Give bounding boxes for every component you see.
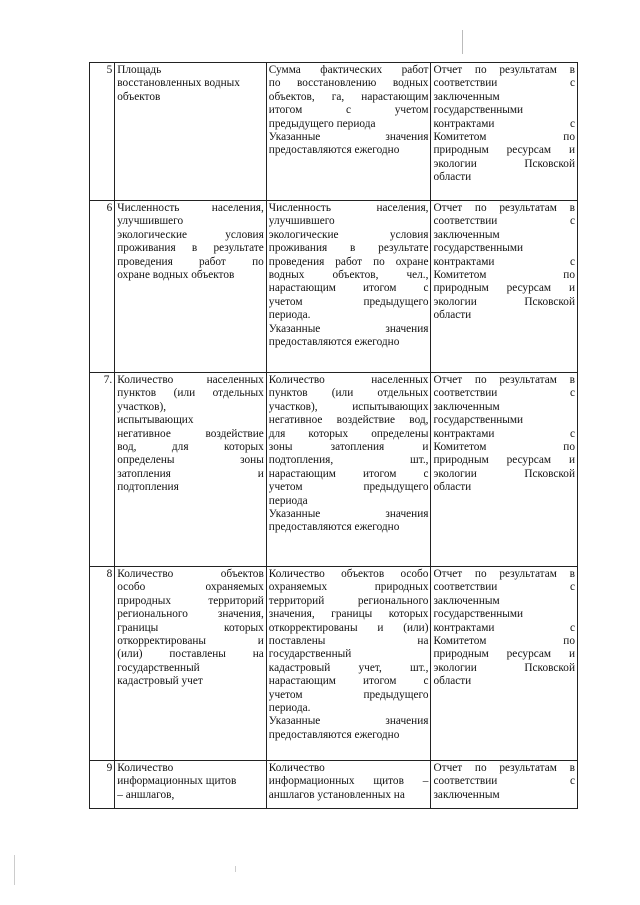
table-row xyxy=(90,567,578,761)
indicator-cell xyxy=(115,567,267,761)
cell-text-line: Количество населенных xyxy=(117,374,264,386)
scan-artifact xyxy=(235,866,236,872)
cell-text-line: Численность населения, xyxy=(268,202,429,214)
cell-text-line: особо охраняемых xyxy=(117,581,264,594)
cell-text-line: зоны затопления и xyxy=(268,441,429,454)
row-number xyxy=(90,761,115,809)
cell-text-line: государственными xyxy=(433,414,524,427)
method-cell xyxy=(266,761,431,809)
row-number-text: 5 xyxy=(106,64,113,76)
row-number xyxy=(90,201,115,373)
cell-text-line: предоставляются ежегодно xyxy=(268,521,400,534)
cell-text-line: области xyxy=(433,171,472,184)
cell-text-line: информационных щитов xyxy=(117,775,237,788)
indicator-cell xyxy=(115,201,267,373)
source-cell xyxy=(431,63,578,201)
cell-text-line: Комитетом по xyxy=(433,635,575,648)
cell-text-line: откорректированы и xyxy=(117,635,264,648)
cell-text-line: заключенным xyxy=(433,90,500,103)
cell-text-line: Количество xyxy=(117,762,174,774)
cell-text-line: контрактами с xyxy=(433,117,575,130)
cell-text-line: экологии Псковской xyxy=(433,295,575,308)
cell-text-line: государственный xyxy=(117,661,200,674)
cell-text-line: Указанные значения xyxy=(268,131,429,144)
row-number xyxy=(90,63,115,201)
cell-text-line: периода. xyxy=(268,309,311,322)
method-cell xyxy=(266,567,431,761)
cell-text-line: Численность населения, xyxy=(117,202,264,214)
cell-text-line: Отчет по результатам в xyxy=(433,202,575,214)
cell-text-line: экологические условия xyxy=(268,228,429,241)
cell-text-line: нарастающим итогом с xyxy=(268,467,429,480)
cell-text-line: нарастающим итогом с xyxy=(268,675,429,688)
cell-text-line: области xyxy=(433,309,472,322)
table-row xyxy=(90,201,578,373)
cell-text-line: заключенным xyxy=(433,594,500,607)
cell-text-line: предоставляются ежегодно xyxy=(268,728,400,741)
cell-text-line: (или) поставлены на xyxy=(117,648,264,661)
indicators-table xyxy=(89,62,578,809)
cell-text-line: экологии Псковской xyxy=(433,467,575,480)
cell-text-line: пунктов (или отдельных xyxy=(117,387,264,400)
cell-text-line: Отчет по результатам в xyxy=(433,64,575,76)
cell-text-line: контрактами с xyxy=(433,255,575,268)
source-cell xyxy=(431,201,578,373)
cell-text-line: экологические условия xyxy=(117,228,264,241)
cell-text-line: затопления и xyxy=(117,467,264,480)
cell-text-line: испытывающих xyxy=(117,414,194,427)
cell-text-line: проведения работ по xyxy=(117,255,264,268)
cell-text-line: периода xyxy=(268,494,308,507)
indicator-cell xyxy=(115,63,267,201)
row-number-text: 7. xyxy=(103,374,113,386)
cell-text-line: природным ресурсам и xyxy=(433,282,575,295)
cell-text-line: соответствии с xyxy=(433,215,575,228)
cell-text-line: Комитетом по xyxy=(433,269,575,282)
cell-text-line: заключенным xyxy=(433,400,500,413)
cell-text-line: соответствии с xyxy=(433,387,575,400)
cell-text-line: заключенным xyxy=(433,788,500,801)
cell-text-line: объектов xyxy=(117,90,161,103)
cell-text-line: Указанные значения xyxy=(268,322,429,335)
cell-text-line: области xyxy=(433,481,472,494)
cell-text-line: экологии Псковской xyxy=(433,661,575,674)
cell-text-line: пунктов (или отдельных xyxy=(268,387,429,400)
cell-text-line: негативное воздействие xyxy=(117,427,264,440)
cell-text-line: государственными xyxy=(433,242,524,255)
cell-text-line: охраняемых природных xyxy=(268,581,429,594)
cell-text-line: Комитетом по xyxy=(433,441,575,454)
cell-text-line: водных объектов, чел., xyxy=(268,269,429,282)
cell-text-line: соответствии с xyxy=(433,581,575,594)
cell-text-line: откорректированы и (или) xyxy=(268,621,429,634)
row-number-text: 8 xyxy=(106,568,113,580)
cell-text-line: области xyxy=(433,675,472,688)
cell-text-line: предыдущего периода xyxy=(268,117,376,130)
source-cell xyxy=(431,567,578,761)
cell-text-line: охране водных объектов xyxy=(117,269,235,282)
cell-text-line: Количество населенных xyxy=(268,374,429,386)
source-cell xyxy=(431,373,578,567)
cell-text-line: Комитетом по xyxy=(433,131,575,144)
cell-text-line: границы которых xyxy=(117,621,264,634)
cell-text-line: Указанные значения xyxy=(268,715,429,728)
cell-text-line: вод, для которых xyxy=(117,441,264,454)
cell-text-line: природным ресурсам и xyxy=(433,144,575,157)
cell-text-line: нарастающим итогом с xyxy=(268,282,429,295)
cell-text-line: итогом с учетом xyxy=(268,104,429,117)
cell-text-line: природным ресурсам и xyxy=(433,454,575,467)
indicator-cell xyxy=(115,761,267,809)
cell-text-line: восстановленных водных xyxy=(117,77,240,90)
cell-text-line: Сумма фактических работ xyxy=(268,64,429,76)
cell-text-line: объектов, га, нарастающим xyxy=(268,90,429,103)
cell-text-line: природных территорий xyxy=(117,594,264,607)
cell-text-line: учетом предыдущего xyxy=(268,688,429,701)
cell-text-line: проведения работ по охране xyxy=(268,255,429,268)
cell-text-line: Отчет по результатам в xyxy=(433,762,575,774)
cell-text-line: контрактами с xyxy=(433,621,575,634)
cell-text-line: экологии Псковской xyxy=(433,157,575,170)
table-row xyxy=(90,63,578,201)
method-cell xyxy=(266,201,431,373)
cell-text-line: контрактами с xyxy=(433,427,575,440)
row-number-text: 9 xyxy=(106,762,113,774)
cell-text-line: государственный xyxy=(268,648,352,661)
cell-text-line: Количество объектов xyxy=(117,568,264,580)
row-number xyxy=(90,567,115,761)
cell-text-line: территорий регионального xyxy=(268,594,429,607)
cell-text-line: соответствии с xyxy=(433,77,575,90)
cell-text-line: заключенным xyxy=(433,228,500,241)
cell-text-line: определены зоны xyxy=(117,454,264,467)
cell-text-line: негативное воздействие вод, xyxy=(268,414,429,427)
source-cell xyxy=(431,761,578,809)
cell-text-line: учетом предыдущего xyxy=(268,295,429,308)
cell-text-line: Отчет по результатам в xyxy=(433,374,575,386)
cell-text-line: подтопления xyxy=(117,481,179,494)
scan-artifact xyxy=(462,30,463,54)
method-cell xyxy=(266,373,431,567)
cell-text-line: учетом предыдущего xyxy=(268,481,429,494)
cell-text-line: информационных щитов – xyxy=(268,775,429,788)
cell-text-line: Количество xyxy=(268,762,325,774)
cell-text-line: поставлены на xyxy=(268,635,429,648)
method-cell xyxy=(266,63,431,201)
cell-text-line: кадастровый учет xyxy=(117,675,203,688)
cell-text-line: Отчет по результатам в xyxy=(433,568,575,580)
cell-text-line: участков), испытывающих xyxy=(268,400,429,413)
cell-text-line: улучшившего xyxy=(117,215,184,228)
cell-text-line: значения, границы которых xyxy=(268,608,429,621)
cell-text-line: кадастровый учет, шт., xyxy=(268,661,429,674)
cell-text-line: проживания в результате xyxy=(117,242,264,255)
cell-text-line: проживания в результате xyxy=(268,242,429,255)
cell-text-line: предоставляются ежегодно xyxy=(268,144,400,157)
cell-text-line: подтопления, шт., xyxy=(268,454,429,467)
cell-text-line: государственными xyxy=(433,104,524,117)
cell-text-line: Площадь xyxy=(117,64,162,76)
cell-text-line: соответствии с xyxy=(433,775,575,788)
cell-text-line: регионального значения, xyxy=(117,608,264,621)
cell-text-line: государственными xyxy=(433,608,524,621)
row-number xyxy=(90,373,115,567)
cell-text-line: предоставляются ежегодно xyxy=(268,336,400,349)
cell-text-line: аншлагов установленных на xyxy=(268,788,405,801)
cell-text-line: по восстановлению водных xyxy=(268,77,429,90)
row-number-text: 6 xyxy=(106,202,113,214)
cell-text-line: для которых определены xyxy=(268,427,429,440)
cell-text-line: – аншлагов, xyxy=(117,788,175,801)
scan-artifact xyxy=(14,855,15,885)
table-row xyxy=(90,761,578,809)
cell-text-line: Указанные значения xyxy=(268,508,429,521)
cell-text-line: улучшившего xyxy=(268,215,335,228)
cell-text-line: природным ресурсам и xyxy=(433,648,575,661)
indicator-cell xyxy=(115,373,267,567)
table-row xyxy=(90,373,578,567)
cell-text-line: участков), xyxy=(117,400,167,413)
cell-text-line: периода. xyxy=(268,702,311,715)
cell-text-line: Количество объектов особо xyxy=(268,568,429,580)
